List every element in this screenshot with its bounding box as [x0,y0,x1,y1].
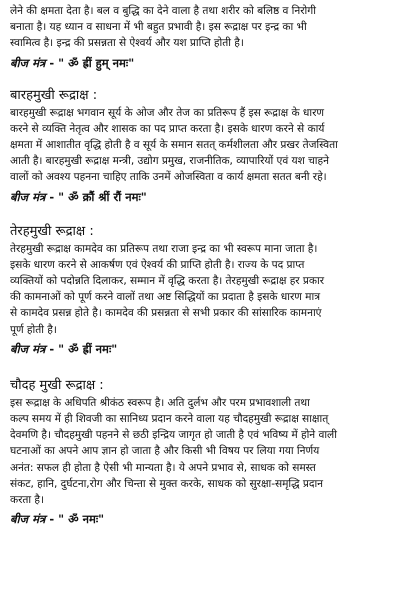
paragraph-line: वालों को अवश्य पहनना चाहिए ताकि उनमें ओजस्विता व कार्य क्षमता सतत बनी रहे। [10,171,327,184]
section-12-mantra [10,189,412,205]
paragraph-line: पूर्ण होती है। [10,323,57,336]
mantra-label: बीज मंत्र [10,341,46,356]
paragraph-line: की कामनाओं को पूर्ण करने वालों तथा अष्ट सिद्धियों का प्रदाता है इसके धारण मात्र [10,291,320,304]
paragraph-line: अनंत: सफल ही होता है ऐसी भी मान्यता है। ये अपने प्रभाव से, साधक को समस्त [10,461,316,474]
section-13-mantra [10,341,412,357]
intro-mantra [10,55,412,71]
paragraph-line: इसके धारण करने से आकर्षण एवं ऐश्वर्य की प्राप्ति होती है। राज्य के पद प्राप्त [10,258,305,271]
paragraph-line: देवमणि है। चौदहमुखी पहनने से छठी इन्द्रिय जागृत हो जाती है एवं भविष्य में होने वाली [10,429,337,442]
mantra-text: - " ॐ क्रौं श्रीं रौं नमः" [49,189,147,204]
paragraph-line: स्वामित्व है। इन्द्र की प्रसन्नता से ऐश्वर्य और यश प्राप्ति होती है। [10,37,244,50]
section-13-paragraph [10,241,412,338]
paragraph-line: इस रूद्राक्ष के अधिपति श्रीकंठ स्वरूप है। अति दुर्लभ और परम प्रभावशाली तथा [10,396,310,409]
mantra-label: बीज मंत्र [10,512,46,527]
paragraph-line: व्यक्तियों को पदोन्नति दिलाकर, सम्मान में वृद्धि करता है। तेरहमुखी रूद्राक्ष हर प्रकार [10,275,324,288]
mantra-text: - " ॐ नमः" [49,512,105,527]
paragraph-line: आती है। बारहमुखी रूद्राक्ष मन्त्री, उद्योग प्रमुख, राजनीतिक, व्यापारियों एवं यश चाहने [10,155,329,168]
section-heading-13: तेरहमुखी रूद्राक्ष : [10,223,94,239]
section-14-mantra [10,511,412,527]
section-12-paragraph [10,105,412,186]
paragraph-line: बारहमुखी रूद्राक्ष भगवान सूर्य के ओज और तेज का प्रतिरूप हैं इस रूद्राक्ष के धारण [10,106,324,119]
section-14-paragraph [10,395,412,508]
paragraph-line: बनाता है। यह ध्यान व साधना में भी बहुत प्रभावी है। इस रूद्राक्ष पर इन्द्र का भी [10,21,307,34]
paragraph-line: लेने की क्षमता देता है। बल व बुद्धि का देने वाला है तथा शरीर को बलिष्ठ व निरोगी [10,5,316,17]
paragraph-line: करने से व्यक्ति नेतृत्व और शासक का पद प्राप्त करता है। इसके धारण करने से कार्य [10,122,325,135]
mantra-text: - " ॐ ह्रीं नमः" [49,341,118,356]
section-heading-14: चौदह मुखी रूद्राक्ष : [10,377,104,393]
paragraph-line: कल्प समय में ही शिवजी का सानिध्य प्रदान करने वाला यह चौदहमुखी रूद्राक्ष साक्षात् [10,413,329,426]
paragraph-line: संकट, हानि, दुर्घटना,रोग और चिन्ता से मुक्त करके, साधक को सुरक्षा-समृद्धि प्रदान [10,477,324,490]
paragraph-line: करता है। [10,494,44,507]
paragraph-line: तेरहमुखी रूद्राक्ष कामदेव का प्रतिरूप तथा राजा इन्द्र का भी स्वरूप माना जाता है। [10,242,318,255]
intro-paragraph [10,3,412,52]
paragraph-line: क्षमता में आशातीत वृद्धि होती है व सूर्य के समान सतत् कर्मशीलता और प्रखर तेजस्विता [10,139,338,152]
paragraph-line: घटनाओं का अपने आप ज्ञान हो जाता है और किसी भी विषय पर लिया गया निर्णय [10,445,320,458]
mantra-label: बीज मंत्र [10,189,46,204]
mantra-label: बीज मंत्र [10,55,46,70]
section-heading-12: बारहमुखी रूद्राक्ष : [10,87,98,103]
mantra-text: - " ॐ ह्रीं हुम् नमः" [49,55,135,70]
paragraph-line: से कामदेव प्रसन्न होते है। कामदेव की प्रसन्नता से सभी प्रकार की सांसारिक कामनाएं [10,307,322,320]
